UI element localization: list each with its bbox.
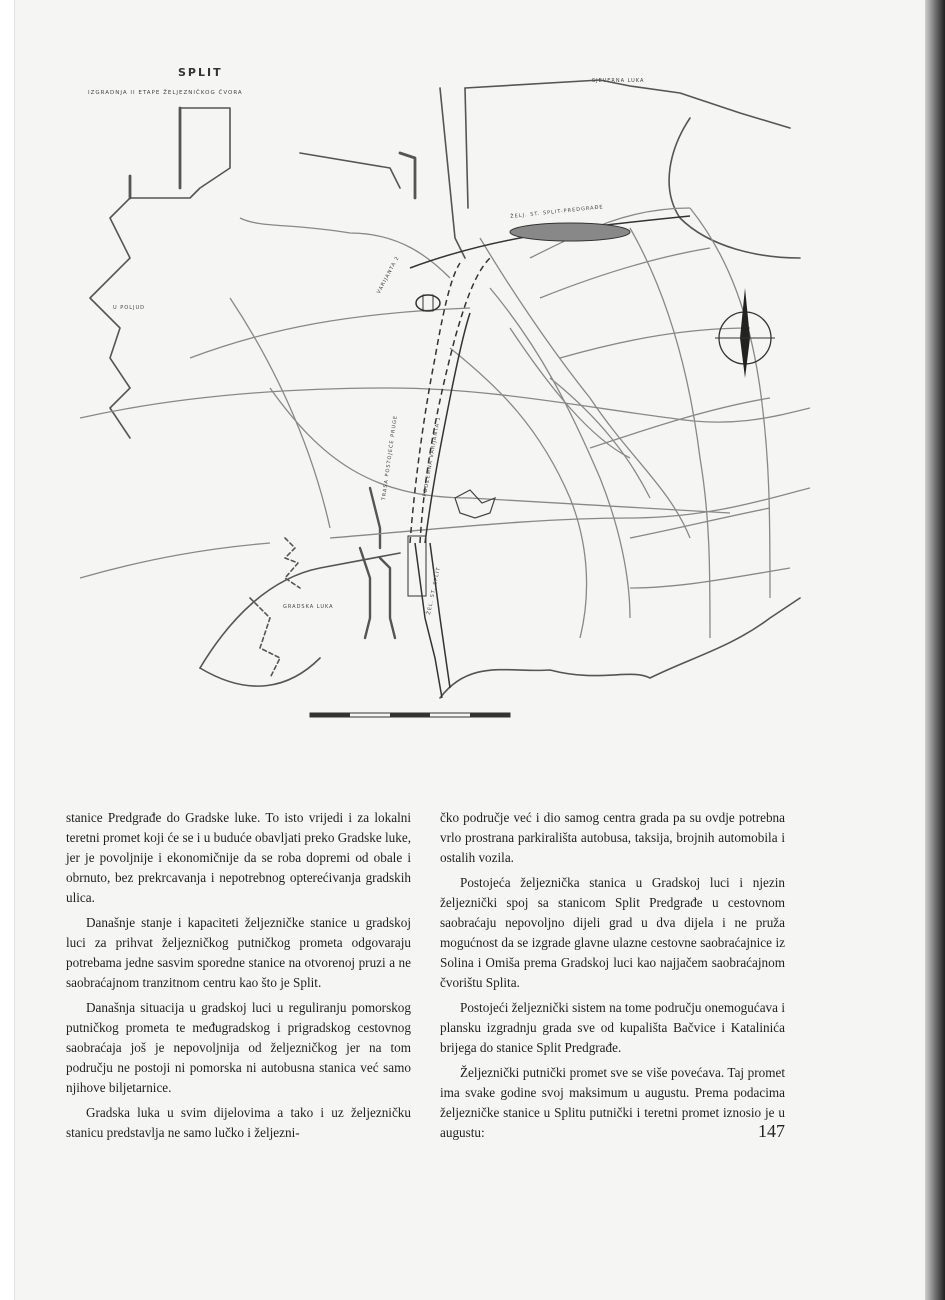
page-number: 147 [758, 1121, 785, 1141]
paragraph: Današnje stanje i kapaciteti željezničke stanice u gradskoj luci za prihvat željezničkog putničkog prometa odgovaraju potrebama jedne sasvim sporedne stanice na otvorenoj pruzi a ne saobraćajnom tranzitnom centru kao što je Split. [66, 915, 411, 990]
map-label-existing-route: TRASA POSTOJEĆE PRUGE [381, 414, 399, 501]
map-label-north-harbour: SJEVERNA LUKA [592, 78, 645, 84]
paragraph: Današnja situacija u gradskoj luci u reguliranju pomorskog putničkog prometa te međugradskog i prigradskog cestovnog saobraćaja još je nepovoljnija od željezničkog jer na tom području ne postoji ni pomorska ni autobusna stanica već samo njihove biljetarnice. [66, 1000, 411, 1095]
map-title: SPLIT [178, 66, 223, 79]
map-label-variant-1: PODZEMNA VARIJANTA 1 [422, 415, 443, 498]
text-column-right [440, 808, 785, 1148]
paragraph: stanice Predgrađe do Gradske luke. To isto vrijedi i za lokalni teretni promet koji će se i u buduće obavljati preko Gradske luke, jer je povoljnije i ekonomičnije da se roba dopremi od obale i obrnuto, bez prekrcavanja i nepotrebnog opterećivanja gradskih ulica. [66, 810, 411, 905]
map-label-variant-2: VARIJANTA 2 [376, 255, 401, 295]
paragraph: čko područje već i dio samog centra grada pa su ovdje potrebna vrlo prostrana parkirališta autobusa, taksija, brojnih automobila i ostalih vozila. [440, 810, 785, 865]
scale-bar [310, 713, 510, 717]
map-label-split-station: ŽEL. ST. SPLIT [426, 566, 443, 616]
paragraph: Željeznički putnički promet sve se više povećava. Taj promet ima svake godine svoj maksimum u augustu. Prema podacima željezničke stanice u Splitu putnički i teretni promet iznosio je u augustu: [440, 1065, 785, 1140]
map-subtitle: IZGRADNJA II ETAPE ŽELJEZNIČKOG ČVORA [88, 90, 243, 96]
map-label-city-harbour: GRADSKA LUKA [283, 604, 334, 610]
compass-rose-icon [715, 288, 775, 378]
city-map [70, 58, 810, 738]
page-edge-shadow [925, 0, 945, 1300]
paragraph: Gradska luka u svim dijelovima a tako i uz željezničku stanicu predstavlja ne samo lučko i željezni- [66, 1105, 411, 1140]
paragraph: Postojeća željeznička stanica u Gradskoj luci i njezin željeznički spoj sa stanicom Split Predgrađe u cestovnom saobraćaju nepovoljno dijeli grad u dva dijela i ne pruža mogućnost da se izgrade glavne ulazne cestovne saobraćajnice iz Solina i Omiša prema Gradskoj luci kao najjačem saobraćajnom čvorištu Splita. [440, 875, 785, 990]
map-label-predgrade-station: ŽELJ. ST. SPLIT-PREDGRAĐE [510, 204, 604, 220]
paragraph: Postojeći željeznički sistem na tome području onemogućava i plansku izgradnju grada sve od kupališta Bačvice i Katalinića brijega do stanice Split Predgrađe. [440, 1000, 785, 1055]
text-column-left [66, 808, 411, 1148]
map-label-poljud: U POLJUD [113, 305, 145, 311]
